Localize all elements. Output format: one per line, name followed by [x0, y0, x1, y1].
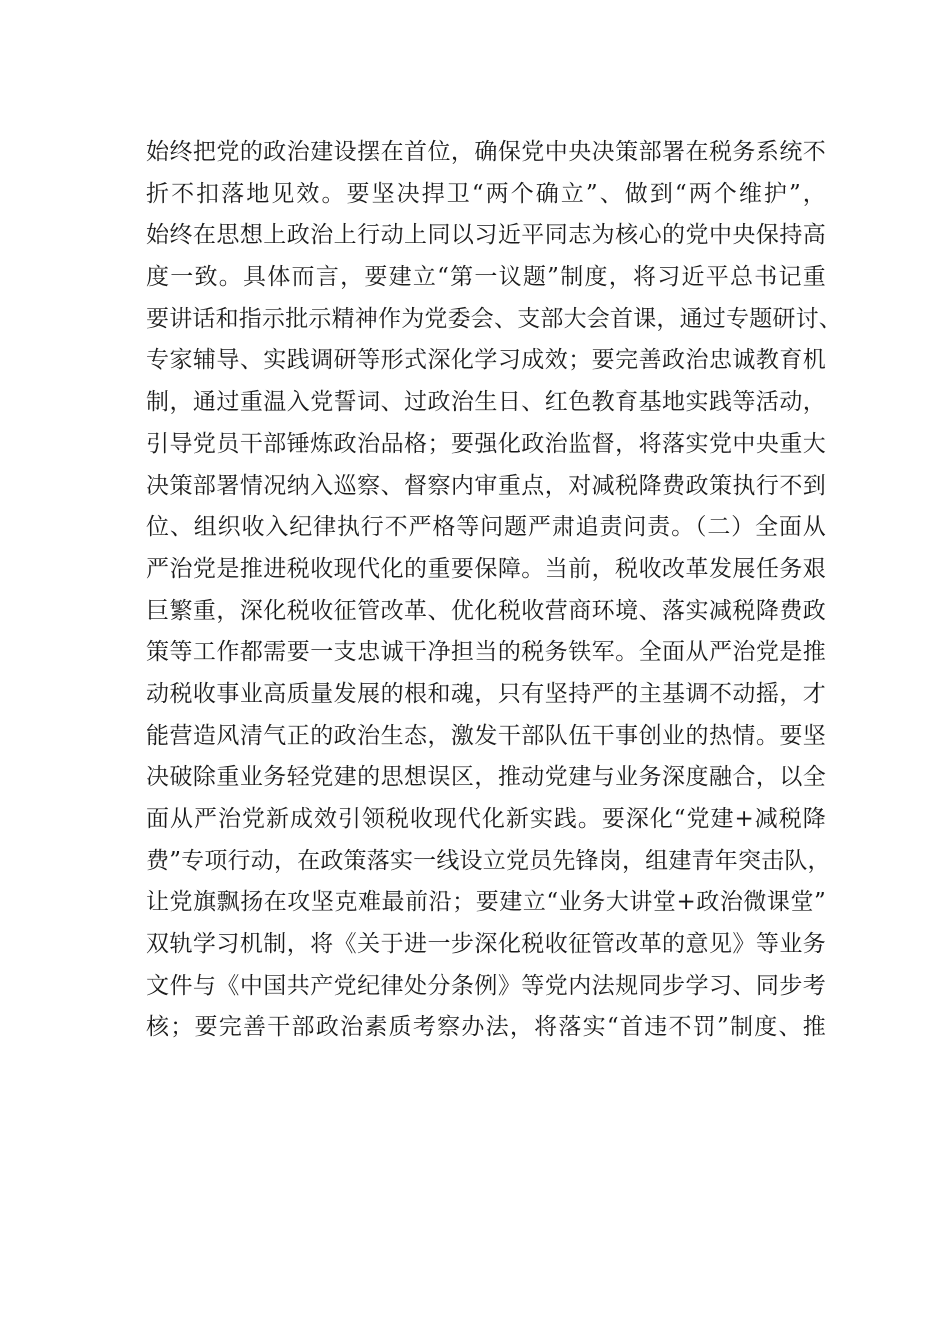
text-line: 始终把党的政治建设摆在首位，确保党中央决策部署在税务系统不 — [146, 139, 826, 165]
text-line: 双轨学习机制，将《关于进一步深化税收征管改革的意见》等业务 — [146, 931, 826, 958]
text-line: 文件与《中国共产党纪律处分条例》等党内法规同步学习、同步考 — [146, 972, 826, 999]
text-line: 决破除重业务轻党建的思想误区，推动党建与业务深度融合，以全 — [146, 764, 826, 791]
text-line: 专家辅导、实践调研等形式深化学习成效；要完善政治忠诚教育机 — [146, 347, 826, 374]
text-line: 动税收事业高质量发展的根和魂，只有坚持严的主基调不动摇，才 — [146, 680, 826, 707]
text-line: 核；要完善干部政治素质考察办法，将落实“首违不罚”制度、推 — [146, 1014, 826, 1041]
text-line: 引导党员干部锤炼政治品格；要强化政治监督，将落实党中央重大 — [146, 430, 826, 457]
text-line: 面从严治党新成效引领税收现代化新实践。要深化“党建+减税降 — [146, 806, 826, 832]
text-line: 让党旗飘扬在攻坚克难最前沿；要建立“业务大讲堂+政治微课堂” — [146, 889, 826, 916]
text-line: 费”专项行动，在政策落实一线设立党员先锋岗，组建青年突击队， — [146, 847, 831, 874]
text-line: 巨繁重，深化税收征管改革、优化税收营商环境、落实减税降费政 — [146, 597, 826, 624]
text-line: 制，通过重温入党誓词、过政治生日、红色教育基地实践等活动， — [146, 389, 826, 416]
text-line: 度一致。具体而言，要建立“第一议题”制度，将习近平总书记重 — [146, 264, 826, 291]
text-line: 策等工作都需要一支忠诚干净担当的税务铁军。全面从严治党是推 — [146, 639, 826, 666]
text-line: 严治党是推进税收现代化的重要保障。当前，税收改革发展任务艰 — [146, 555, 826, 582]
text-line: 折不扣落地见效。要坚决捍卫“两个确立”、做到“两个维护”， — [146, 180, 826, 207]
body-text — [146, 132, 842, 1049]
text-line: 能营造风清气正的政治生态，激发干部队伍干事创业的热情。要坚 — [146, 722, 826, 749]
text-line: 决策部署情况纳入巡察、督察内审重点，对减税降费政策执行不到 — [146, 472, 826, 499]
text-line: 位、组织收入纪律执行不严格等问题严肃追责问责。（二）全面从 — [146, 514, 826, 541]
text-line: 始终在思想上政治上行动上同以习近平同志为核心的党中央保持高 — [146, 222, 826, 249]
text-line: 要讲话和指示批示精神作为党委会、支部大会首课，通过专题研讨、 — [146, 305, 842, 332]
